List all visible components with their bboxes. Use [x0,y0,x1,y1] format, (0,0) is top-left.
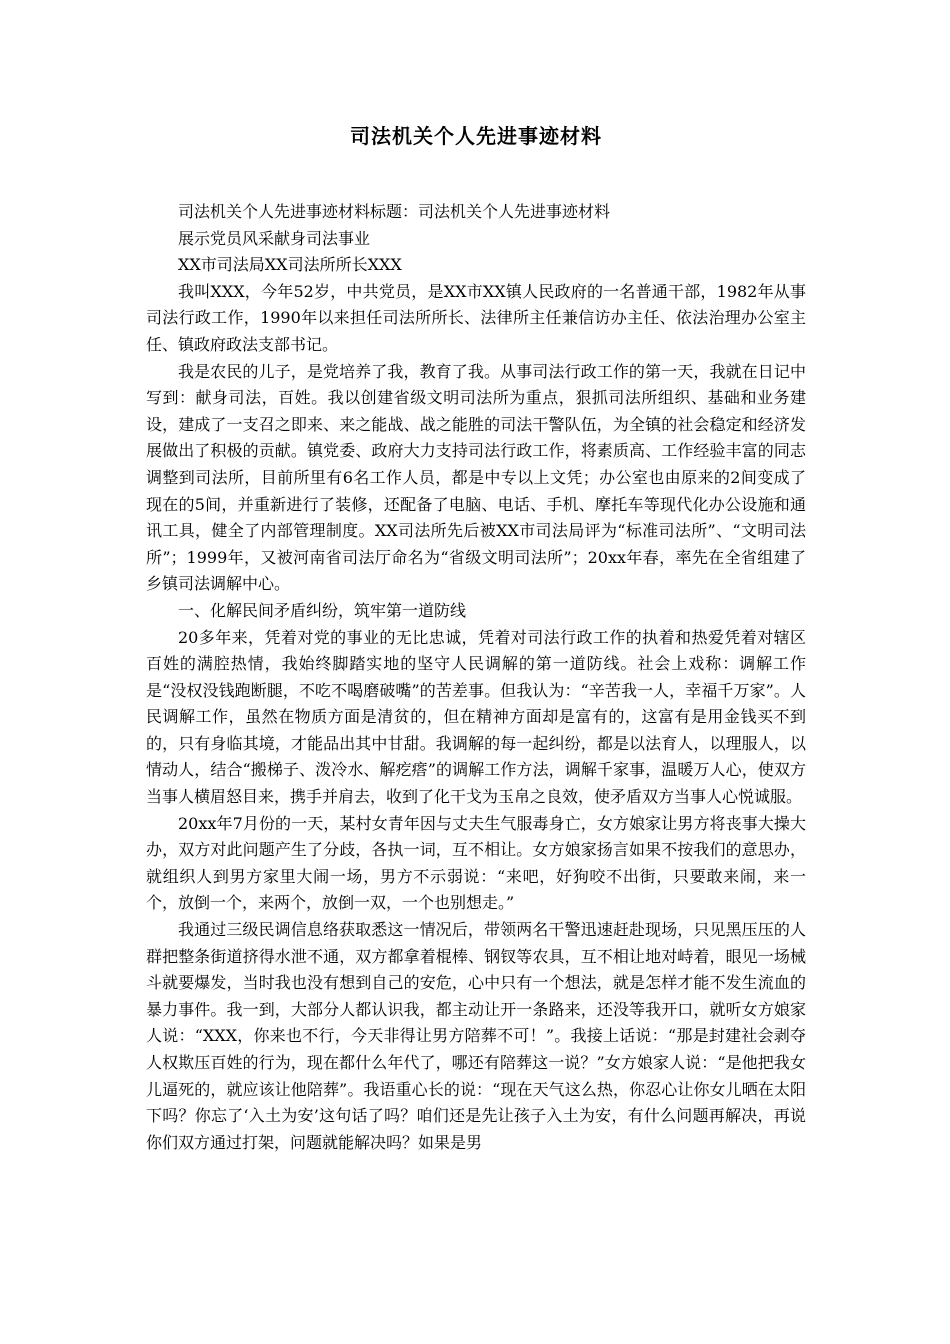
document-body [146,199,806,1156]
paragraph: 我是农民的儿子，是党培养了我，教育了我。从事司法行政工作的第一天，我就在日记中写到：献身司法，百姓。我以创建省级文明司法所为重点，狠抓司法所组织、基础和业务建设，建成了一支召之即来、来之能战、战之能胜的司法干警队伍，为全镇的社会稳定和经济发展做出了积极的贡献。镇党委、政府大力支持司法行政工作，将素质高、工作经验丰富的同志调整到司法所，目前所里有6名工作人员，都是中专以上文凭；办公室也由原来的2间变成了现在的5间，并重新进行了装修，还配备了电脑、电话、手机、摩托车等现代化办公设施和通讯工具，健全了内部管理制度。XX司法所先后被XX市司法局评为“标准司法所”、“文明司法所”；1999年，又被河南省司法厅命名为“省级文明司法所”；20xx年春，率先在全省组建了乡镇司法调解中心。 [146,361,806,594]
document-title: 司法机关个人先进事迹材料 [350,124,602,148]
paragraph: 司法机关个人先进事迹材料标题：司法机关个人先进事迹材料 [178,202,611,221]
paragraph: XX市司法局XX司法所所长XXX [178,255,402,275]
paragraph: 展示党员风采献身司法事业 [178,228,371,248]
paragraph: 20多年来，凭着对党的事业的无比忠诚，凭着对司法行政工作的执着和热爱凭着对辖区百姓的满腔热情，我始终脚踏实地的坚守人民调解的第一道防线。社会上戏称：调解工作是“没权没钱跑断腿，不吃不喝磨破嘴”的苦差事。但我认为：“辛苦我一人，幸福千万家”。人民调解工作，虽然在物质方面是清贫的，但在精神方面却是富有的，这富有是用金钱买不到的，只有身临其境，才能品出其中甘甜。我调解的每一起纠纷，都是以法育人，以理服人，以情动人，结合“搬梯子、泼冷水、解疙瘩”的调解工作方法，调解千家事，温暖万人心，使双方当事人横眉怒目来，携手并肩去，收到了化干戈为玉帛之良效，使矛盾双方当事人心悦诚服。 [146,627,806,807]
paragraph: 我叫XXX，今年52岁，中共党员，是XX市XX镇人民政府的一名普通干部，1982年从事司法行政工作，1990年以来担任司法所所长、法律所主任兼信访办主任、依法治理办公室主任、镇政府政法支部书记。 [146,281,806,354]
paragraph: 20xx年7月份的一天，某村女青年因与丈夫生气服毒身亡，女方娘家让男方将丧事大操大办，双方对此问题产生了分歧，各执一词，互不相让。女方娘家扬言如果不按我们的意思办，就组织人到男方家里大闹一场，男方不示弱说：“来吧，好狗咬不出街，只要敢来闹，来一个，放倒一个，来两个，放倒一双，一个也别想走。” [146,813,806,913]
section-heading: 一、化解民间矛盾纠纷，筑牢第一道防线 [178,600,467,620]
paragraph: 我通过三级民调信息络获取悉这一情况后，带领两名干警迅速赶赴现场，只见黑压压的人群把整条街道挤得水泄不通，双方都拿着棍棒、钢钗等农具，互不相让地对峙着，眼见一场械斗就要爆发，当时我也没有想到自己的安危，心中只有一个想法，就是怎样才能不发生流血的暴力事件。我一到，大部分人都认识我，都主动让开一条路来，还没等我开口，就听女方娘家人说：“XXX，你来也不行，今天非得让男方陪葬不可！”。我接上话说：“那是封建社会剥夺人权欺压百姓的行为，现在都什么年代了，哪还有陪葬这一说？”女方娘家人说：“是他把我女儿逼死的，就应该让他陪葬”。我语重心长的说：“现在天气这么热，你忍心让你女儿晒在太阳下吗？你忘了‘入土为安’这句话了吗？咱们还是先让孩子入土为安，有什么问题再解决，再说你们双方通过打架，问题就能解决吗？如果是男 [146,920,806,1152]
